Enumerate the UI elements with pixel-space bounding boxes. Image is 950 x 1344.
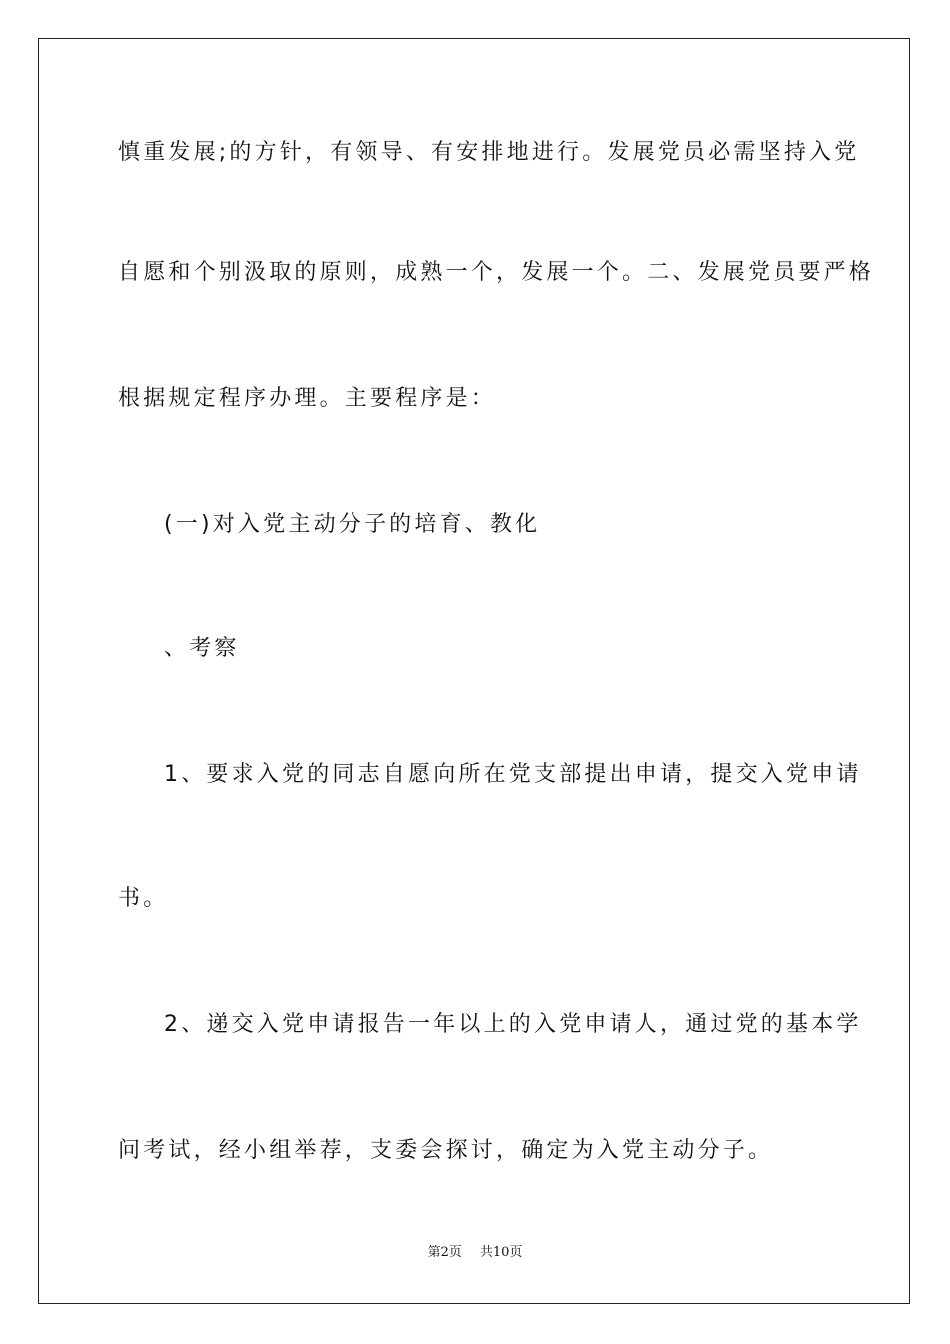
total-page-count: 共10页 [479, 1245, 523, 1260]
text-line-4: (一)对入党主动分子的培育、教化 [164, 512, 541, 537]
page-footer [0, 1244, 950, 1262]
text-line-5: 、考察 [164, 636, 240, 661]
page-border [38, 38, 910, 1304]
text-line-6: 1、要求入党的同志自愿向所在党支部提出申请，提交入党申请 [164, 762, 862, 787]
text-line-8: 2、递交入党申请报告一年以上的入党申请人，通过党的基本学 [164, 1012, 862, 1037]
text-line-3: 根据规定程序办理。主要程序是： [118, 386, 497, 411]
text-line-2: 自愿和个别汲取的原则，成熟一个，发展一个。二、发展党员要严格 [118, 260, 875, 285]
text-line-9: 问考试，经小组举荐，支委会探讨，确定为入党主动分子。 [118, 1138, 774, 1163]
current-page-number: 第2页 [427, 1245, 462, 1260]
text-line-7: 书。 [118, 886, 169, 911]
text-line-1: 慎重发展;的方针，有领导、有安排地进行。发展党员必需坚持入党 [118, 140, 860, 165]
